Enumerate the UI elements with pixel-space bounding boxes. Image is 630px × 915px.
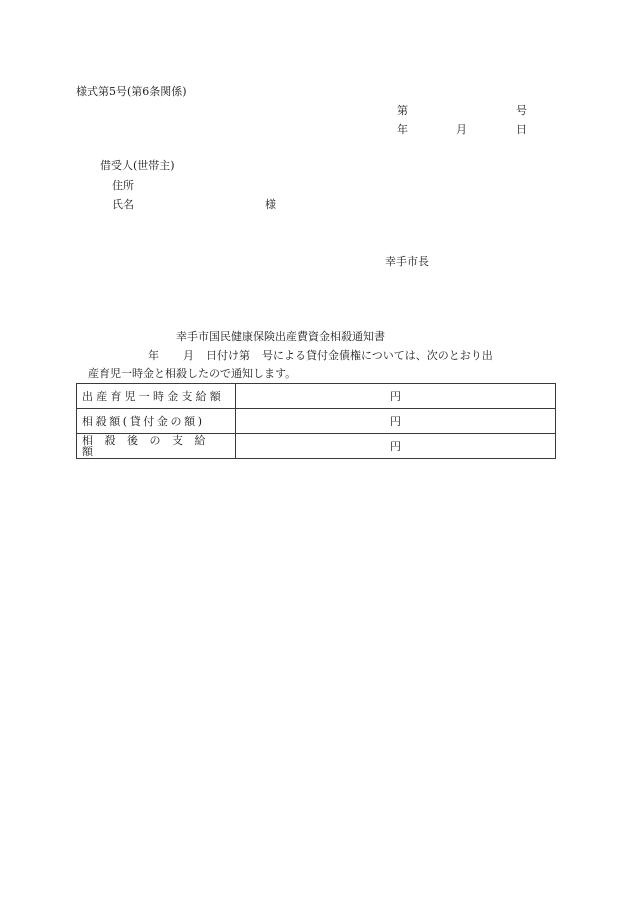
document-title: 幸手市国民健康保険出産費資金相殺通知書 <box>176 330 385 343</box>
body-text-date: 日付け第 <box>206 349 250 362</box>
issuer-mayor: 幸手市長 <box>385 255 429 268</box>
issue-year-label: 年 <box>397 123 408 136</box>
document-number-suffix: 号 <box>516 104 527 117</box>
body-text-line2: 産育児一時金と相殺したので通知します。 <box>88 367 297 380</box>
issue-day-label: 日 <box>516 123 527 136</box>
row-unit-yen: 円 <box>236 384 556 409</box>
body-month-label: 月 <box>183 349 194 362</box>
row-unit-yen: 円 <box>236 409 556 434</box>
issue-month-label: 月 <box>456 123 467 136</box>
table-row <box>77 384 556 409</box>
amounts-table <box>76 383 556 459</box>
recipient-role: 借受人(世帯主) <box>100 159 175 172</box>
row-label-birth-allowance: 出産育児一時金支給額 <box>77 384 236 409</box>
body-text-debt: 号による貸付金債権については、次のとおり出 <box>262 349 493 362</box>
row-label-net-payment: 相殺後の支給額 <box>77 434 236 459</box>
honorific: 様 <box>265 198 276 211</box>
document-number-prefix: 第 <box>397 104 408 117</box>
table-row <box>77 434 556 459</box>
body-year-label: 年 <box>148 349 159 362</box>
form-reference: 様式第5号(第6条関係) <box>76 85 187 98</box>
name-label: 氏名 <box>112 198 134 211</box>
table-row <box>77 409 556 434</box>
address-label: 住所 <box>112 179 134 192</box>
row-unit-yen: 円 <box>236 434 556 459</box>
row-label-offset-amount: 相殺額(貸付金の額) <box>77 409 236 434</box>
